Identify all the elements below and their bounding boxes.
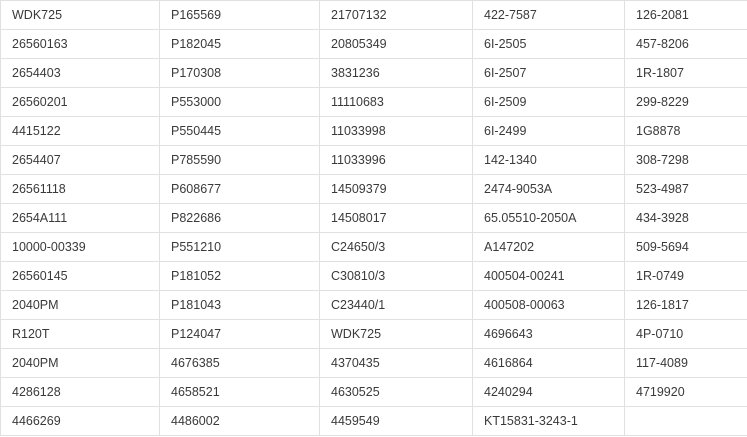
table-cell: KT15831-3243-1 [473,407,625,436]
table-cell: P551210 [160,233,320,262]
table-row [1,349,747,378]
table-cell: 4719920 [625,378,747,407]
table-cell: C30810/3 [320,262,473,291]
table-cell: WDK725 [320,320,473,349]
table-cell: 26560201 [1,88,160,117]
parts-table-body [1,1,747,436]
table-cell: 4616864 [473,349,625,378]
table-cell: 4658521 [160,378,320,407]
table-cell: 299-8229 [625,88,747,117]
table-cell: C23440/1 [320,291,473,320]
table-cell [625,407,747,436]
table-cell: 4415122 [1,117,160,146]
table-cell: 2654407 [1,146,160,175]
table-cell: 3831236 [320,59,473,88]
table-cell: 1R-1807 [625,59,747,88]
table-cell: 4P-0710 [625,320,747,349]
table-cell: 6I-2499 [473,117,625,146]
table-cell: 1R-0749 [625,262,747,291]
table-cell: 308-7298 [625,146,747,175]
table-row [1,88,747,117]
table-cell: 65.05510-2050A [473,204,625,233]
table-row [1,117,747,146]
table-cell: 4486002 [160,407,320,436]
table-cell: P181043 [160,291,320,320]
table-cell: 2654A111 [1,204,160,233]
table-cell: 4286128 [1,378,160,407]
table-row [1,175,747,204]
table-row [1,291,747,320]
table-cell: 117-4089 [625,349,747,378]
table-row [1,59,747,88]
table-row [1,233,747,262]
table-cell: 26561118 [1,175,160,204]
table-cell: WDK725 [1,1,160,30]
table-cell: 126-1817 [625,291,747,320]
table-cell: 2474-9053A [473,175,625,204]
table-row [1,30,747,59]
table-cell: 14509379 [320,175,473,204]
table-cell: 10000-00339 [1,233,160,262]
table-cell: 400508-00063 [473,291,625,320]
table-cell: P553000 [160,88,320,117]
table-cell: P124047 [160,320,320,349]
table-cell: 422-7587 [473,1,625,30]
table-cell: P550445 [160,117,320,146]
table-cell: P785590 [160,146,320,175]
table-cell: P165569 [160,1,320,30]
table-cell: A147202 [473,233,625,262]
table-cell: 400504-00241 [473,262,625,291]
table-cell: P170308 [160,59,320,88]
table-cell: 11110683 [320,88,473,117]
table-cell: 434-3928 [625,204,747,233]
table-cell: 4696643 [473,320,625,349]
table-cell: 4459549 [320,407,473,436]
table-cell: 523-4987 [625,175,747,204]
table-cell: 4630525 [320,378,473,407]
table-cell: 20805349 [320,30,473,59]
table-row [1,146,747,175]
table-cell: 26560163 [1,30,160,59]
table-row [1,262,747,291]
table-cell: 6I-2509 [473,88,625,117]
table-cell: 6I-2507 [473,59,625,88]
table-cell: 2040PM [1,349,160,378]
table-row [1,204,747,233]
table-cell: C24650/3 [320,233,473,262]
table-cell: 21707132 [320,1,473,30]
table-cell: 4240294 [473,378,625,407]
table-cell: P608677 [160,175,320,204]
table-cell: 4466269 [1,407,160,436]
table-cell: 126-2081 [625,1,747,30]
table-cell: 11033998 [320,117,473,146]
table-row [1,407,747,436]
table-cell: 142-1340 [473,146,625,175]
table-cell: 1G8878 [625,117,747,146]
table-cell: 2040PM [1,291,160,320]
table-cell: 4676385 [160,349,320,378]
table-cell: 6I-2505 [473,30,625,59]
table-cell: 2654403 [1,59,160,88]
table-row [1,1,747,30]
table-row [1,320,747,349]
table-cell: 11033996 [320,146,473,175]
table-cell: R120T [1,320,160,349]
table-cell: 26560145 [1,262,160,291]
table-cell: P181052 [160,262,320,291]
table-cell: 14508017 [320,204,473,233]
table-cell: P822686 [160,204,320,233]
table-cell: 4370435 [320,349,473,378]
table-cell: P182045 [160,30,320,59]
table-cell: 457-8206 [625,30,747,59]
table-cell: 509-5694 [625,233,747,262]
table-row [1,378,747,407]
